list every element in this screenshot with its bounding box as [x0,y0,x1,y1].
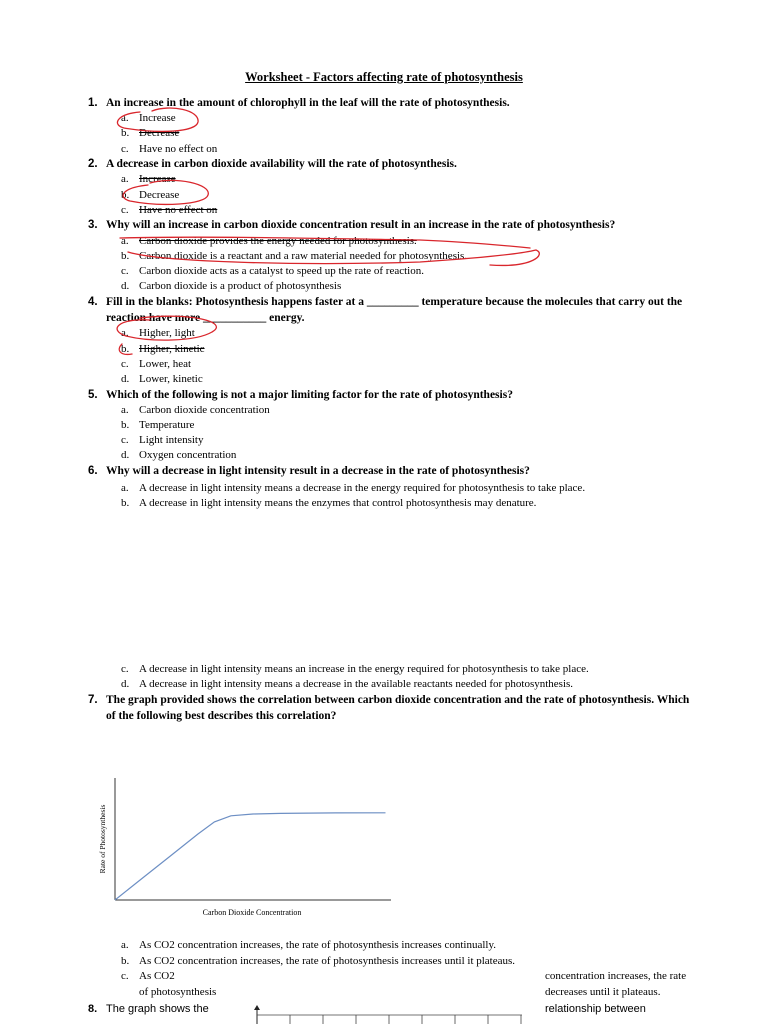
chart-y-label: Rate of Photosynthesis [98,804,107,874]
q6-option-c[interactable]: c. A decrease in light intensity means an increase in the energy required for photosynthesis to take place. [121,663,589,675]
q8-grid-chart [250,1005,525,1024]
q7-option-c-cont-right-1: concentration increases, the rate [545,970,687,982]
question-3: 3. Why will an increase in carbon dioxide concentration result in an increase in the rate of photosynthesis? [88,219,616,231]
chart-x-label: Carbon Dioxide Concentration [202,908,302,917]
q7-option-b[interactable]: b. As CO2 concentration increases, the rate of photosynthesis increases until it plateaus. [121,955,516,967]
q3-option-d[interactable]: d. Carbon dioxide is a product of photosynthesis [121,280,342,292]
q7-option-c-cont-right-2: decreases until it plateaus. [545,986,661,998]
question-5: 5. Which of the following is not a major limiting factor for the rate of photosynthesis? [88,389,513,401]
q4-option-a[interactable]: a. Higher, light [121,327,195,339]
q7-option-c-cont-left: of photosynthesis [139,986,217,998]
question-2: 2. A decrease in carbon dioxide availability will the rate of photosynthesis. [88,158,457,170]
question-7-line2: of the following best describes this correlation? [106,710,337,722]
q1-option-b[interactable]: b. Decrease [121,127,180,139]
question-4: 4. Fill in the blanks: Photosynthesis happens faster at a _________ temperature because the molecules that carry out the [88,296,683,308]
q3-option-c[interactable]: c. Carbon dioxide acts as a catalyst to speed up the rate of reaction. [121,265,424,277]
chart-series-line [115,813,386,900]
q3-option-b[interactable]: b. Carbon dioxide is a reactant and a raw material needed for photosynthesis. [121,250,468,262]
q3-option-a[interactable]: a. Carbon dioxide provides the energy needed for photosynthesis. [121,235,417,247]
q2-option-c[interactable]: c. Have no effect on [121,204,218,216]
q6-option-d[interactable]: d. A decrease in light intensity means a decrease in the available reactants needed for photosynthesis. [121,678,574,690]
q5-option-a[interactable]: a. Carbon dioxide concentration [121,404,270,416]
q2-option-a[interactable]: a. Increase [121,173,176,185]
q5-option-d[interactable]: d. Oxygen concentration [121,449,237,461]
q1-option-a[interactable]: a. Increase [121,112,176,124]
co2-photosynthesis-chart [95,770,395,920]
question-4-line2: reaction have more ___________ energy. [106,312,305,324]
q4-option-c[interactable]: c. Lower, heat [121,358,192,370]
q4-option-d[interactable]: d. Lower, kinetic [121,373,203,385]
q4-option-b[interactable]: b. Higher, kinetic [121,343,205,355]
q1-option-c[interactable]: c. Have no effect on [121,143,218,155]
question-8: 8. The graph shows the [88,1003,209,1015]
q6-option-b[interactable]: b. A decrease in light intensity means the enzymes that control photosynthesis may denature. [121,497,537,509]
question-7: 7. The graph provided shows the correlation between carbon dioxide concentration and the rate of photosynthesis. Which [88,694,690,706]
question-6: 6. Why will a decrease in light intensity result in a decrease in the rate of photosynthesis? [88,465,530,477]
question-8-right-text: relationship between [545,1003,646,1015]
q7-option-c[interactable]: c. As CO2 [121,970,175,982]
q5-option-c[interactable]: c. Light intensity [121,434,204,446]
question-1: 1. An increase in the amount of chlorophyll in the leaf will the rate of photosynthesis. [88,97,510,109]
q6-option-a[interactable]: a. A decrease in light intensity means a decrease in the energy required for photosynthesis to take place. [121,482,586,494]
q7-option-a[interactable]: a. As CO2 concentration increases, the rate of photosynthesis increases continually. [121,939,496,951]
q2-option-b[interactable]: b. Decrease [121,189,180,201]
worksheet-title: Worksheet - Factors affecting rate of photosynthesis [245,70,523,84]
q5-option-b[interactable]: b. Temperature [121,419,195,431]
